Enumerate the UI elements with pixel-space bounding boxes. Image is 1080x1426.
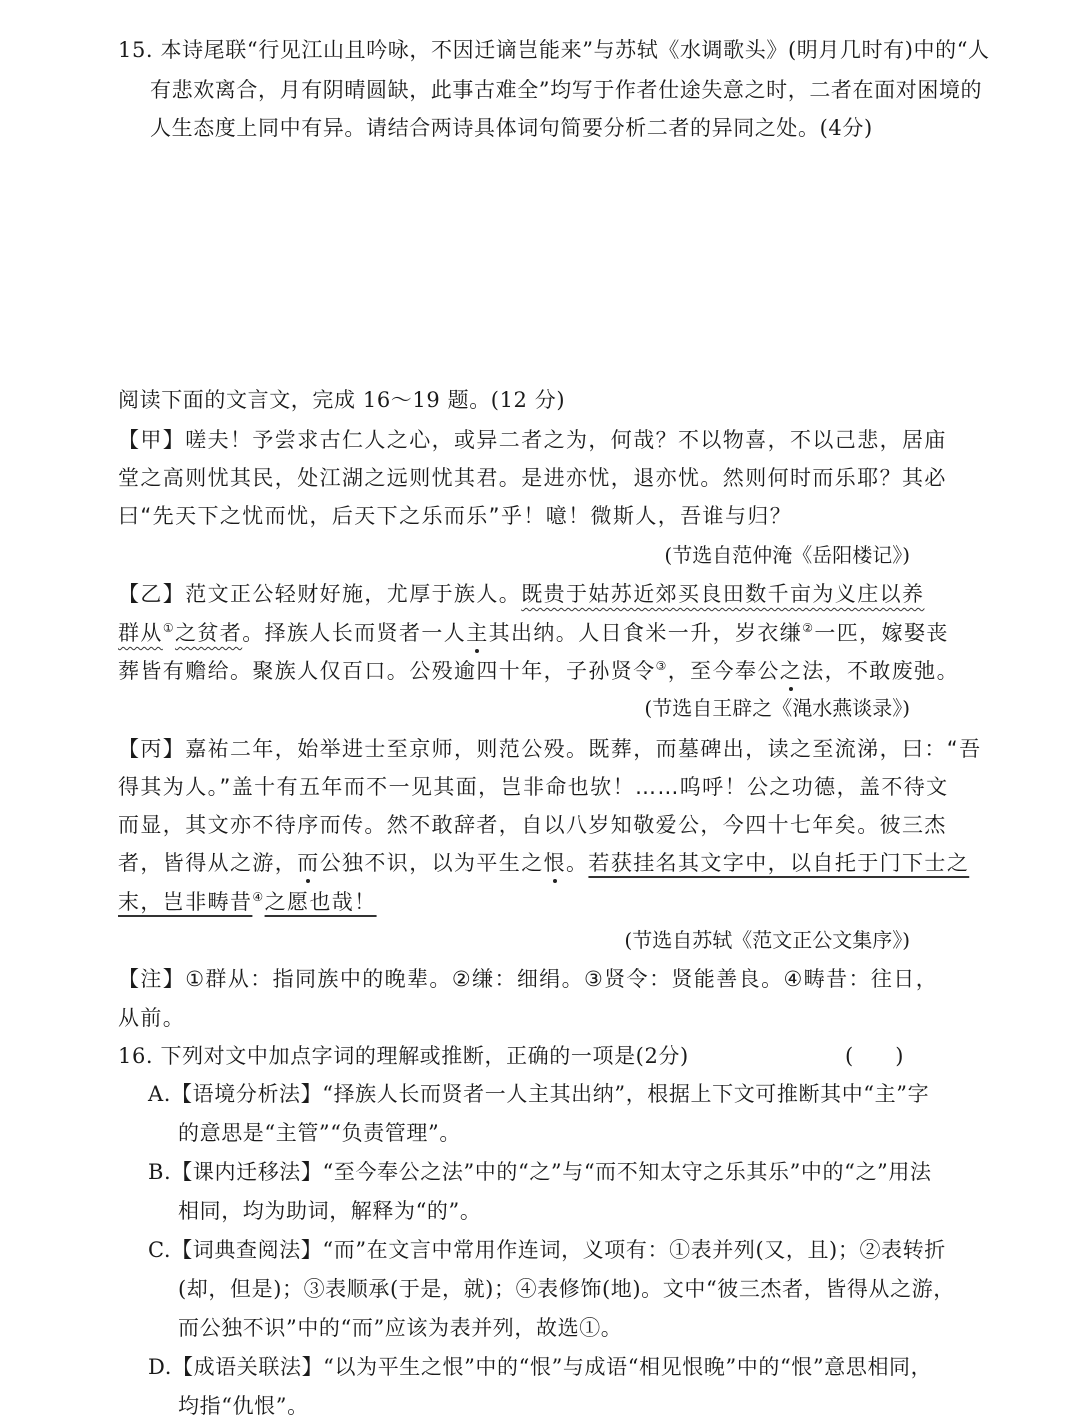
yi-line2-plain-3: 一匹，嫁娶丧 bbox=[814, 621, 949, 645]
dotted-char-zhi: 之 bbox=[779, 659, 803, 683]
passage-yi-line-1 bbox=[118, 580, 924, 608]
bing-underlined-cont-1: 末，岂非畴昔 bbox=[118, 890, 253, 914]
q16-option-b-line-2: 相同，均为助词，解释为“的”。 bbox=[178, 1199, 482, 1223]
bing-underlined-cont-2: 之愿也哉！ bbox=[264, 890, 377, 914]
yi-wavy-cont-1: 群从 bbox=[118, 621, 163, 645]
passage-bing-source: (节选自苏轼《范文正公文集序》) bbox=[624, 928, 910, 952]
note-marker-1: ① bbox=[162, 621, 175, 635]
dotted-char-zhu: 主 bbox=[466, 621, 489, 645]
q16-option-c-line-2: (却，但是)；③表顺承(于是，就)；④表修饰(地)。文中“彼三杰者，皆得从之游， bbox=[178, 1277, 955, 1301]
q16-option-c-line-1: C.【词典查阅法】“而”在文言中常用作连词，义项有：①表并列(又，且)；②表转折 bbox=[148, 1238, 946, 1262]
q16-answer-blank: ( ) bbox=[845, 1044, 904, 1068]
passage-bing-line-5 bbox=[118, 888, 377, 916]
note-marker-4: ④ bbox=[252, 890, 265, 904]
passage-jia-source: (节选自范仲淹《岳阳楼记》) bbox=[664, 543, 910, 567]
reading-intro: 阅读下面的文言文，完成 16～19 题。(12 分) bbox=[118, 388, 566, 412]
note-marker-3: ③ bbox=[655, 659, 668, 673]
q16-option-d-line-2: 均指“仇恨”。 bbox=[178, 1394, 309, 1418]
notes-line-2: 从前。 bbox=[118, 1006, 186, 1030]
notes-line-1: 【注】①群从：指同族中的晚辈。②缣：细绢。③贤令：贤能善良。④畴昔：往日， bbox=[118, 967, 939, 991]
yi-line2-plain: 。择族人长而贤者一人 bbox=[242, 621, 467, 645]
passage-bing-line-2: 得其为人。”盖十有五年而不一见其面，岂非命也欤！……呜呼！公之功德，盖不待文 bbox=[118, 775, 949, 799]
yi-line3-plain-3: 法，不敢废弛。 bbox=[802, 659, 959, 683]
yi-line1-plain: 【乙】范文正公轻财好施，尤厚于族人。 bbox=[118, 582, 522, 606]
q15-line-1: 15. 本诗尾联“行见江山且吟咏，不因迁谪岂能来”与苏轼《水调歌头》(明月几时有)中的“人 bbox=[118, 38, 990, 62]
yi-wavy-underlined-sentence: 既贵于姑苏近郊买良田数千亩为义庄以养 bbox=[521, 582, 925, 606]
passage-bing-line-1: 【丙】嘉祐二年，始举进士至京师，则范公殁。既葬，而墓碑出，读之至流涕，曰：“吾 bbox=[118, 737, 982, 761]
yi-line2-plain-2: 其出纳。人日食米一升，岁衣缣 bbox=[488, 621, 803, 645]
yi-line3-plain-2: ，至今奉公 bbox=[667, 659, 780, 683]
bing-line4-plain-2: 公独不识，以为平生之 bbox=[319, 851, 544, 875]
passage-jia-line-3: 曰“先天下之忧而忧，后天下之乐而乐”乎！噫！微斯人，吾谁与归？ bbox=[118, 504, 793, 528]
note-marker-2: ② bbox=[802, 621, 815, 635]
passage-yi-line-3 bbox=[118, 657, 959, 685]
q15-line-3: 人生态度上同中有异。请结合两诗具体词句简要分析二者的异同之处。(4分) bbox=[150, 116, 873, 140]
q16-option-a-line-2: 的意思是“主管”“负责管理”。 bbox=[178, 1121, 461, 1145]
yi-wavy-cont-2: 之贫者 bbox=[174, 621, 243, 645]
passage-bing-line-4 bbox=[118, 849, 969, 877]
q16-option-c-line-3: 而公独不识”中的“而”应该为表并列，故选①。 bbox=[178, 1316, 623, 1340]
dotted-char-er: 而 bbox=[297, 851, 320, 875]
passage-yi-line-2 bbox=[118, 619, 949, 647]
bing-line4-plain: 者，皆得从之游， bbox=[118, 851, 298, 875]
q16-option-d-line-1: D.【成语关联法】“以为平生之恨”中的“恨”与成语“相见恨晚”中的“恨”意思相同， bbox=[148, 1355, 933, 1379]
q16-option-a-line-1: A.【语境分析法】“择族人长而贤者一人主其出纳”，根据上下文可推断其中“主”字 bbox=[148, 1082, 930, 1106]
passage-jia-line-1: 【甲】嗟夫！予尝求古仁人之心，或异二者之为，何哉？不以物喜，不以己悲，居庙 bbox=[118, 428, 947, 452]
passage-bing-line-3: 而显，其文亦不待序而传。然不敢辞者，自以八岁知敬爱公，今四十七年矣。彼三杰 bbox=[118, 813, 947, 837]
passage-jia-line-2: 堂之高则忧其民，处江湖之远则忧其君。是进亦忧，退亦忧。然则何时而乐耶？其必 bbox=[118, 466, 947, 490]
q16-option-b-line-1: B.【课内迁移法】“至今奉公之法”中的“之”与“而不知太守之乐其乐”中的“之”用法 bbox=[148, 1160, 932, 1184]
q15-line-2: 有悲欢离合，月有阴晴圆缺，此事古难全”均写于作者仕途失意之时，二者在面对困境的 bbox=[150, 78, 983, 102]
passage-yi-source: (节选自王辟之《渑水燕谈录》) bbox=[644, 696, 910, 720]
q16-stem: 16. 下列对文中加点字词的理解或推断，正确的一项是(2分) bbox=[118, 1044, 689, 1068]
yi-line3-plain: 葬皆有赡给。聚族人仅百口。公殁逾四十年，子孙贤令 bbox=[118, 659, 656, 683]
bing-line4-plain-3: 。 bbox=[566, 851, 589, 875]
dotted-char-hen: 恨 bbox=[543, 851, 567, 875]
bing-underlined-sentence: 若获挂名其文字中，以自托于门下士之 bbox=[588, 851, 970, 875]
